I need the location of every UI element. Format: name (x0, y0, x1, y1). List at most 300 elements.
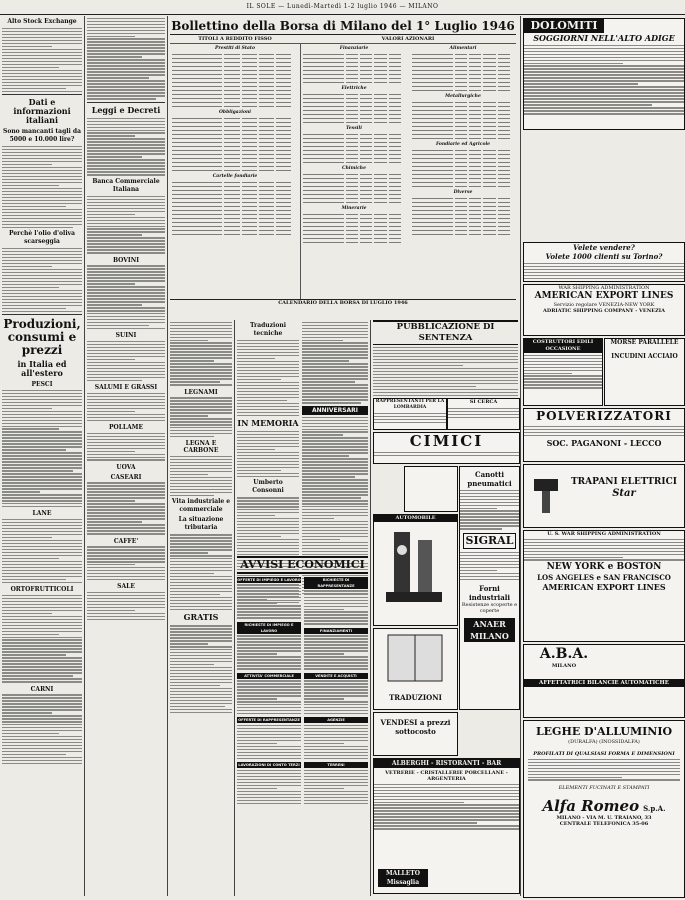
text-line (2, 203, 82, 204)
table-section: Obbligazioni (219, 110, 251, 115)
table-cell (498, 158, 510, 160)
table-cell (242, 202, 257, 204)
table-row (412, 61, 514, 64)
text-line (524, 358, 602, 359)
table-cell (389, 174, 401, 176)
ad-subtitle: AMERICAN EXPORT LINES (542, 582, 666, 593)
text-line (87, 445, 165, 446)
text-line (524, 86, 684, 87)
table-cell (172, 58, 222, 60)
text-line (374, 452, 519, 453)
text-line (524, 65, 684, 66)
text-line (304, 597, 368, 598)
table-section: Alimentari (449, 46, 477, 51)
text-line (87, 592, 165, 593)
text-line (460, 505, 519, 506)
text-line (524, 275, 684, 276)
table-row (412, 73, 514, 76)
table-row (412, 53, 514, 56)
text-line (373, 380, 518, 381)
text-line (87, 168, 165, 169)
table-cell (469, 218, 481, 220)
text-line (302, 429, 368, 430)
text-line (237, 355, 299, 356)
section-title: LEGNA E CARBONE (183, 440, 219, 455)
table-cell (360, 162, 372, 164)
sigral-logo: SIGRAL (463, 533, 516, 549)
text-line (2, 552, 82, 553)
ad-subtitle: INCUDINI ACCIAIO (611, 353, 678, 360)
text-line (170, 477, 232, 478)
table-row (303, 145, 405, 148)
text-line (2, 402, 82, 403)
text-line (304, 665, 368, 666)
table-cell (374, 190, 386, 192)
ad-title: SI CERCA (469, 399, 498, 405)
text-line (170, 685, 220, 686)
text-line (374, 804, 519, 805)
avvisi-category: AGENZIE (304, 717, 368, 723)
table-cell (346, 118, 358, 120)
table-row (172, 65, 298, 68)
table-cell (259, 218, 274, 220)
table-row (172, 197, 298, 200)
table-cell (224, 66, 239, 68)
text-line (2, 663, 82, 664)
table-cell (276, 154, 291, 156)
table-cell (455, 122, 467, 124)
table-cell (374, 162, 386, 164)
text-line (302, 497, 361, 498)
table-cell (374, 186, 386, 188)
text-line (87, 377, 165, 378)
table-cell (303, 190, 344, 192)
ad-morse (604, 338, 685, 406)
table-cell (242, 138, 257, 140)
text-line (2, 31, 82, 32)
section-title: GRATIS (183, 612, 219, 623)
table-row (303, 93, 405, 96)
text-line (2, 443, 82, 444)
text-line (2, 700, 82, 701)
table-cell (374, 62, 386, 64)
ad-canotti (459, 466, 520, 710)
col2-text-9 (87, 546, 165, 580)
text-line (460, 576, 519, 577)
text-line (373, 395, 518, 396)
text-line (2, 721, 82, 722)
table-cell (242, 182, 257, 184)
text-line (524, 539, 684, 540)
table-row (172, 145, 298, 148)
table-cell (389, 222, 401, 224)
table-cell (455, 222, 467, 224)
table-cell (259, 198, 274, 200)
table-cell (303, 98, 344, 100)
text-line (237, 403, 299, 404)
table-cell (224, 90, 239, 92)
ad-subtitle: ADRIATIC SHIPPING COMPANY - VENEZIA (543, 308, 665, 314)
text-line (2, 91, 82, 92)
table-cell (224, 210, 239, 212)
table-row (303, 141, 405, 144)
table-cell (172, 150, 222, 152)
text-line (528, 768, 680, 769)
text-line (170, 372, 232, 373)
table-cell (469, 106, 481, 108)
col3-text-2 (170, 397, 232, 437)
section-title: SALE (117, 583, 135, 591)
table-cell (303, 78, 344, 80)
text-line (2, 754, 66, 755)
text-line (87, 153, 165, 154)
table-cell (346, 102, 358, 104)
text-line (302, 322, 368, 323)
column-rule (84, 16, 85, 896)
col3-text-1 (170, 322, 232, 386)
text-line (170, 340, 208, 341)
text-line (302, 417, 368, 418)
table-cell (389, 150, 401, 152)
table-cell (389, 102, 401, 104)
table-row (412, 117, 514, 120)
text-line (237, 500, 299, 501)
text-line (2, 763, 82, 764)
table-cell (360, 134, 372, 136)
table-cell (389, 142, 401, 144)
text-line (87, 570, 165, 571)
text-line (2, 79, 82, 80)
text-line (304, 653, 344, 654)
table-row (172, 181, 298, 184)
table-row (412, 221, 514, 224)
text-line (2, 666, 82, 667)
table-cell (389, 78, 401, 80)
text-line (237, 650, 301, 651)
text-line (237, 713, 301, 714)
text-line (87, 249, 165, 250)
table-cell (259, 122, 274, 124)
table-cell (303, 58, 344, 60)
table-cell (498, 230, 510, 232)
table-row (412, 165, 514, 168)
table-cell (259, 170, 274, 172)
text-line (87, 518, 165, 519)
table-cell (303, 214, 344, 216)
text-line (237, 585, 301, 586)
table-row (303, 101, 405, 104)
text-line (460, 502, 519, 503)
col1-big-headline: Produzioni, consumi e prezzi (3, 317, 81, 358)
table-cell (389, 54, 401, 56)
section-title: POLLAME (108, 424, 144, 432)
text-line (2, 58, 82, 59)
table-cell (498, 198, 510, 200)
table-cell (469, 62, 481, 64)
table-cell (172, 70, 222, 72)
text-line (237, 782, 301, 783)
table-cell (374, 174, 386, 176)
text-line (2, 573, 82, 574)
text-line (237, 746, 301, 747)
table-row (412, 225, 514, 228)
text-line (87, 65, 165, 66)
text-line (170, 655, 232, 656)
text-line (170, 342, 232, 343)
table-row (412, 181, 514, 184)
text-line (237, 521, 299, 522)
table-cell (303, 186, 344, 188)
table-cell (224, 166, 239, 168)
ad-subtitle: U. S. WAR SHIPPING ADMINISTRATION (547, 531, 661, 537)
table-cell (455, 174, 467, 176)
table-cell (242, 230, 257, 232)
table-cell (412, 230, 453, 232)
table-cell (412, 114, 453, 116)
ad-title: DOLOMITI (524, 19, 604, 33)
table-cell (172, 78, 222, 80)
table-cell (276, 234, 291, 236)
table-cell (412, 90, 453, 92)
text-line (2, 299, 82, 300)
table-row (412, 157, 514, 160)
table-cell (389, 98, 401, 100)
text-line (87, 552, 165, 553)
equities-subcolumn (301, 44, 407, 245)
table-cell (276, 78, 291, 80)
text-line (2, 399, 82, 400)
text-line (170, 480, 232, 481)
text-line (460, 513, 519, 514)
ad-trapani (523, 464, 685, 528)
table-cell (276, 106, 291, 108)
table-cell (498, 178, 510, 180)
table-cell (360, 66, 372, 68)
text-line (237, 788, 277, 789)
text-line (87, 448, 165, 449)
text-line (237, 455, 299, 456)
table-cell (224, 122, 239, 124)
text-line (170, 543, 232, 544)
text-line (2, 152, 82, 153)
text-line (2, 613, 52, 614)
text-line (237, 692, 301, 693)
text-line (237, 638, 301, 639)
table-cell (276, 90, 291, 92)
col1-top-title: Alto Stock Exchange (7, 18, 77, 25)
text-line (2, 467, 82, 468)
text-line (170, 486, 232, 487)
text-line (374, 807, 519, 808)
text-line (302, 431, 368, 432)
text-line (2, 482, 82, 483)
text-line (87, 595, 165, 596)
table-row (172, 93, 298, 96)
text-line (302, 530, 368, 531)
ad-subtitle: MILANO (551, 663, 577, 669)
traduzioni-title: Traduzioni tecniche (250, 322, 286, 337)
table-cell (412, 234, 453, 236)
text-line (170, 625, 232, 626)
table-cell (374, 198, 386, 200)
text-line (2, 479, 82, 480)
table-row (172, 205, 298, 208)
text-line (304, 692, 368, 693)
section-title: LANE (32, 510, 52, 518)
text-line (302, 506, 368, 507)
text-line (237, 737, 301, 738)
text-line (87, 527, 165, 528)
table-cell (455, 58, 467, 60)
table-row (303, 201, 405, 204)
text-line (87, 405, 165, 406)
text-line (170, 489, 232, 490)
table-cell (360, 74, 372, 76)
text-line (87, 619, 165, 620)
text-line (2, 497, 82, 498)
text-line (524, 101, 684, 102)
text-line (237, 400, 287, 401)
table-cell (483, 230, 495, 232)
text-line (2, 555, 82, 556)
text-line (237, 397, 299, 398)
table-cell (360, 238, 372, 240)
text-line (237, 551, 299, 552)
text-line (170, 421, 232, 422)
table-row (172, 129, 298, 132)
text-line (2, 254, 82, 255)
text-line (304, 614, 368, 615)
table-cell (172, 166, 222, 168)
text-line (2, 88, 66, 89)
text-line (528, 765, 680, 766)
text-line (237, 503, 299, 504)
text-line (237, 352, 299, 353)
table-cell (242, 170, 257, 172)
text-line (304, 797, 368, 798)
table-cell (172, 82, 222, 84)
table-cell (242, 210, 257, 212)
text-line (237, 755, 301, 756)
table-cell (360, 158, 372, 160)
table-cell (483, 218, 495, 220)
table-cell (455, 206, 467, 208)
table-cell (242, 186, 257, 188)
table-cell (172, 62, 222, 64)
text-line (170, 397, 232, 398)
table-cell (498, 138, 510, 140)
text-line (87, 174, 165, 175)
text-line (2, 191, 82, 192)
text-line (304, 803, 368, 804)
text-line (2, 639, 82, 640)
text-line (237, 698, 277, 699)
table-cell (469, 222, 481, 224)
col1-headline-1: Dati e informazioni italiani (13, 97, 71, 126)
text-line (170, 576, 232, 577)
table-cell (498, 58, 510, 60)
table-cell (276, 190, 291, 192)
avvisi-text (237, 725, 301, 759)
section-title: SALUMI E GRASSI (94, 384, 158, 392)
ad-american-export-2 (523, 530, 685, 642)
table-row (172, 217, 298, 220)
text-line (237, 743, 277, 744)
column-1 (2, 16, 82, 896)
text-line (2, 302, 82, 303)
text-line (302, 512, 368, 513)
table-cell (483, 102, 495, 104)
text-line (237, 776, 301, 777)
text-line (2, 631, 82, 632)
table-cell (224, 190, 239, 192)
col2-text-1 (87, 18, 165, 100)
table-row (172, 105, 298, 108)
table-row (303, 213, 405, 216)
ad-subtitle: Volete 1000 clienti su Torino? (545, 252, 663, 261)
text-line (170, 585, 232, 586)
text-line (2, 522, 82, 523)
table-cell (389, 70, 401, 72)
table-cell (483, 178, 495, 180)
avvisi-text (237, 635, 301, 669)
table-cell (483, 162, 495, 164)
text-line (87, 211, 165, 212)
table-row (303, 177, 405, 180)
text-line (237, 367, 299, 368)
table-row (303, 153, 405, 156)
text-line (2, 579, 66, 580)
text-line (2, 697, 82, 698)
text-line (237, 683, 301, 684)
text-line (524, 559, 684, 560)
table-row (172, 169, 298, 172)
text-line (170, 649, 232, 650)
text-line (170, 369, 232, 370)
text-line (2, 657, 82, 658)
text-line (2, 519, 82, 520)
text-line (237, 458, 299, 459)
equities-subcolumn (410, 44, 516, 245)
table-cell (346, 202, 358, 204)
text-line (87, 533, 165, 534)
text-line (87, 420, 165, 421)
ad-subtitle: PROFILATI DI QUALSIASI FORMA E DIMENSIONI (533, 751, 675, 757)
text-line (2, 446, 82, 447)
table-cell (374, 150, 386, 152)
table-cell (498, 170, 510, 172)
text-line (87, 365, 165, 366)
table-row (303, 77, 405, 80)
text-line (302, 399, 368, 400)
table-cell (242, 154, 257, 156)
text-line (237, 376, 299, 377)
text-line (2, 61, 82, 62)
text-line (170, 591, 232, 592)
text-line (460, 516, 519, 517)
text-line (302, 354, 368, 355)
table-cell (360, 198, 372, 200)
text-line (87, 121, 165, 122)
table-row (412, 121, 514, 124)
text-line (374, 413, 446, 414)
table-cell (360, 94, 372, 96)
ad-title: Forni industriali (468, 584, 511, 603)
table-cell (374, 182, 386, 184)
text-line (237, 701, 301, 702)
table-cell (360, 174, 372, 176)
table-cell (242, 82, 257, 84)
